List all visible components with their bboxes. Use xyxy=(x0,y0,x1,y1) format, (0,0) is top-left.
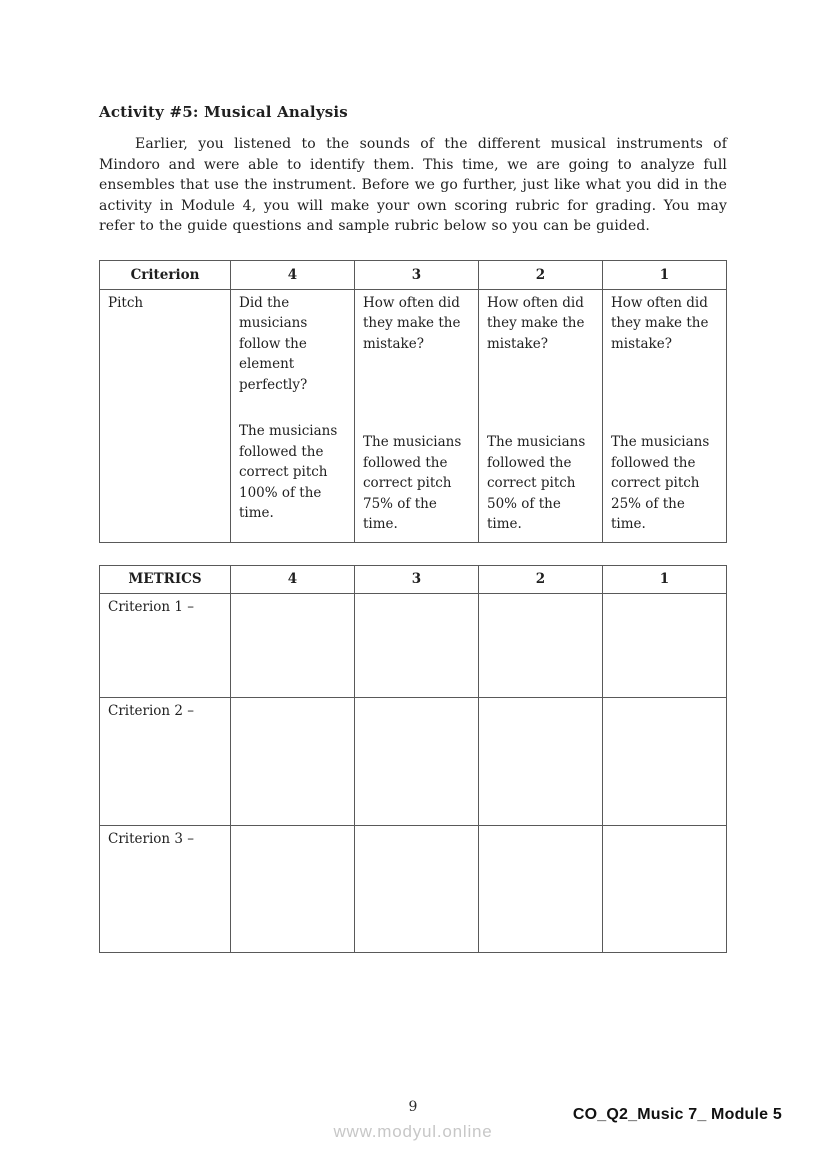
rubric-cell-2 xyxy=(479,289,603,542)
column-header-1: 1 xyxy=(603,565,727,593)
rubric-cell-3 xyxy=(355,289,479,542)
module-label: CO_Q2_Music 7_ Module 5 xyxy=(572,1106,782,1123)
empty-cell xyxy=(231,697,355,825)
page-title: Activity #5: Musical Analysis xyxy=(99,103,348,121)
empty-cell xyxy=(355,697,479,825)
cell-question: Did the musicians follow the element perfectly? xyxy=(239,294,308,393)
cell-question: How often did they make the mistake? xyxy=(487,294,585,352)
intro-paragraph: Earlier, you listened to the sounds of the different musical instruments of Mindoro and were able to identify them. This time, we are going to analyze full ensembles that use the instrument. Before we go further, just like what you did in the activity in Module 4, you will make your own scoring rubric for grading. You may refer to the guide questions and sample rubric below so you can be guided. xyxy=(99,136,727,235)
page-number: 9 xyxy=(408,1099,418,1115)
metrics-row-3 xyxy=(100,825,727,952)
column-header-1: 1 xyxy=(603,260,727,289)
cell-description: The musicians followed the correct pitch 50% of the time. xyxy=(487,434,586,533)
column-header-2: 2 xyxy=(479,260,603,289)
column-header-3: 3 xyxy=(355,260,479,289)
empty-cell xyxy=(479,825,603,952)
column-header-2: 2 xyxy=(479,565,603,593)
row-label: Criterion 2 – xyxy=(100,697,231,825)
empty-cell xyxy=(603,825,727,952)
watermark-text: www.modyul.online xyxy=(333,1122,493,1141)
row-label: Pitch xyxy=(100,289,231,542)
column-header-criterion: Criterion xyxy=(100,260,231,289)
column-header-metrics: METRICS xyxy=(100,565,231,593)
cell-description: The musicians followed the correct pitch 25% of the time. xyxy=(611,434,710,533)
empty-cell xyxy=(231,593,355,697)
empty-cell xyxy=(231,825,355,952)
cell-description: The musicians followed the correct pitch 100% of the time. xyxy=(239,423,338,522)
cell-question: How often did they make the mistake? xyxy=(363,294,461,352)
metrics-table xyxy=(99,565,727,953)
column-header-4: 4 xyxy=(231,260,355,289)
metrics-header-row xyxy=(100,565,727,593)
metrics-row-1 xyxy=(100,593,727,697)
column-header-3: 3 xyxy=(355,565,479,593)
metrics-row-2 xyxy=(100,697,727,825)
empty-cell xyxy=(479,697,603,825)
rubric-table xyxy=(99,260,727,543)
rubric-row-pitch xyxy=(100,289,727,542)
rubric-cell-4 xyxy=(231,289,355,542)
row-label: Criterion 1 – xyxy=(100,593,231,697)
empty-cell xyxy=(479,593,603,697)
empty-cell xyxy=(355,825,479,952)
column-header-4: 4 xyxy=(231,565,355,593)
page-content xyxy=(99,103,727,953)
rubric-header-row xyxy=(100,260,727,289)
row-label: Criterion 3 – xyxy=(100,825,231,952)
cell-description: The musicians followed the correct pitch 75% of the time. xyxy=(363,434,462,533)
rubric-cell-1 xyxy=(603,289,727,542)
cell-question: How often did they make the mistake? xyxy=(611,294,709,352)
empty-cell xyxy=(355,593,479,697)
empty-cell xyxy=(603,697,727,825)
empty-cell xyxy=(603,593,727,697)
